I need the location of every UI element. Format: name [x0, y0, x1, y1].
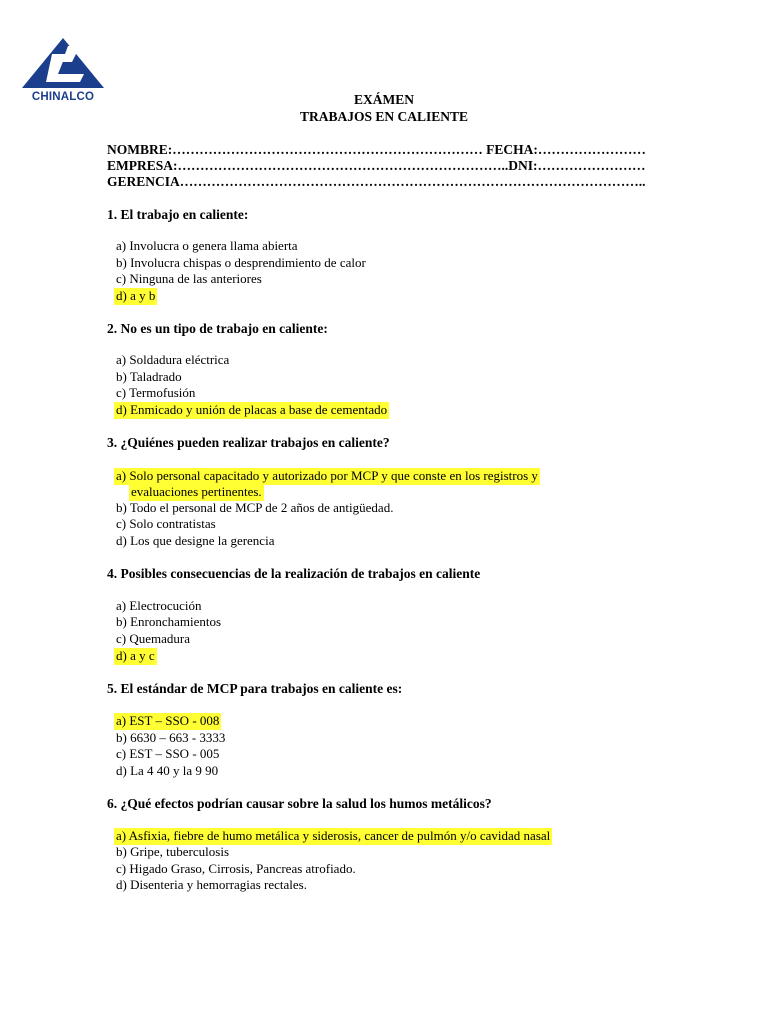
- nombre-fecha-field[interactable]: NOMBRE:…………………………………………………………… FECHA:……………………: [107, 142, 646, 157]
- question-3: 3. ¿Quiénes pueden realizar trabajos en caliente?: [107, 435, 390, 450]
- question-1: 1. El trabajo en caliente:: [107, 207, 249, 222]
- exam-subtitle: TRABAJOS EN CALIENTE: [299, 109, 469, 124]
- q1-option-a[interactable]: a) Involucra o genera llama abierta: [116, 238, 298, 253]
- q3-option-d[interactable]: d) Los que designe la gerencia: [116, 533, 275, 548]
- q6-option-d[interactable]: d) Disenteria y hemorragias rectales.: [116, 877, 307, 892]
- q3-option-a-continuation[interactable]: evaluaciones pertinentes.: [131, 484, 262, 499]
- question-4: 4. Posibles consecuencias de la realización de trabajos en caliente: [107, 566, 481, 581]
- q3-option-b[interactable]: b) Todo el personal de MCP de 2 años de antigüedad.: [116, 500, 394, 515]
- logo-text: CHINALCO: [31, 91, 95, 103]
- chinalco-logo-icon: [22, 36, 104, 92]
- q2-option-b[interactable]: b) Taladrado: [116, 369, 182, 384]
- q4-option-a[interactable]: a) Electrocución: [116, 598, 202, 613]
- question-6: 6. ¿Qué efectos podrían causar sobre la salud los humos metálicos?: [107, 796, 492, 811]
- q1-option-d-highlighted[interactable]: d) a y b: [116, 288, 156, 303]
- gerencia-field[interactable]: GERENCIA…………………………………………………………………………………………..: [107, 174, 646, 189]
- q2-option-c[interactable]: c) Termofusión: [116, 385, 196, 400]
- q2-option-a[interactable]: a) Soldadura eléctrica: [116, 352, 230, 367]
- q5-option-a-highlighted[interactable]: a) EST – SSO - 008: [116, 713, 220, 728]
- q3-option-a-highlighted[interactable]: a) Solo personal capacitado y autorizado por MCP y que conste en los registros y: [116, 468, 538, 483]
- q5-option-b[interactable]: b) 6630 – 663 - 3333: [116, 730, 226, 745]
- q5-option-d[interactable]: d) La 4 40 y la 9 90: [116, 763, 219, 778]
- exam-title: EXÁMEN: [354, 92, 414, 107]
- question-5: 5. El estándar de MCP para trabajos en caliente es:: [107, 681, 403, 696]
- q4-option-c[interactable]: c) Quemadura: [116, 631, 190, 646]
- q1-option-c[interactable]: c) Ninguna de las anteriores: [116, 271, 262, 286]
- empresa-dni-field[interactable]: EMPRESA:………………………………………………………………..DNI:……………………: [107, 158, 646, 173]
- q2-option-d-highlighted[interactable]: d) Enmicado y unión de placas a base de cementado: [116, 402, 388, 417]
- q5-option-c[interactable]: c) EST – SSO - 005: [116, 746, 220, 761]
- q4-option-b[interactable]: b) Enronchamientos: [116, 614, 222, 629]
- q6-option-a-highlighted[interactable]: a) Asfixia, fiebre de humo metálica y siderosis, cancer de pulmón y/o cavidad nasal: [116, 828, 551, 843]
- q4-option-d-highlighted[interactable]: d) a y c: [116, 648, 155, 663]
- q3-option-c[interactable]: c) Solo contratistas: [116, 516, 216, 531]
- question-2: 2. No es un tipo de trabajo en caliente:: [107, 321, 328, 336]
- q1-option-b[interactable]: b) Involucra chispas o desprendimiento de calor: [116, 255, 366, 270]
- q6-option-b[interactable]: b) Gripe, tuberculosis: [116, 844, 230, 859]
- q6-option-c[interactable]: c) Higado Graso, Cirrosis, Pancreas atrofiado.: [116, 861, 356, 876]
